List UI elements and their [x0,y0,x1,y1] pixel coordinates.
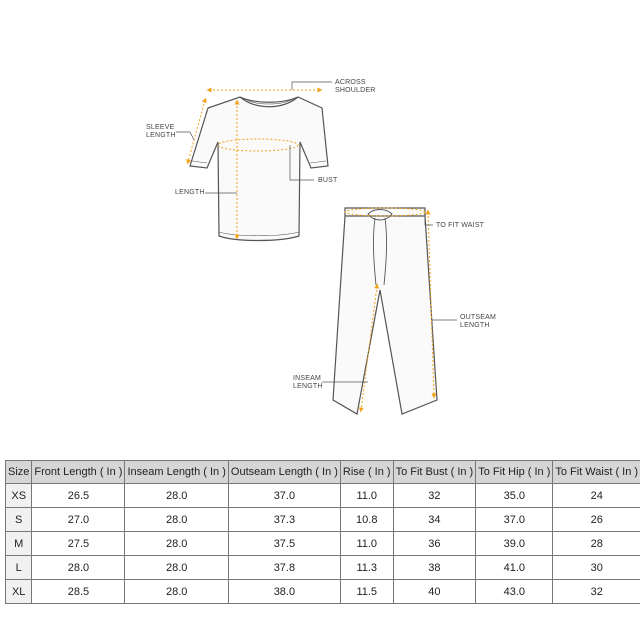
size-cell: XL [6,580,32,604]
table-cell: 27.5 [32,532,125,556]
table-cell: 28.0 [125,484,228,508]
table-cell: 37.0 [228,484,340,508]
table-cell: 35.0 [476,484,553,508]
table-cell: 37.0 [476,508,553,532]
table-cell: 32 [393,484,476,508]
table-cell: 11.0 [340,484,393,508]
across-shoulder-label: ACROSS SHOULDER [335,79,376,94]
table-cell: 28.0 [125,508,228,532]
table-row [6,580,640,604]
table-cell: 32 [553,580,640,604]
header-rise: Rise ( In ) [340,461,393,484]
header-size: Size [6,461,32,484]
outseam-length-label: OUTSEAM LENGTH [460,314,497,329]
header-to-fit-waist: To Fit Waist ( In ) [553,461,640,484]
header-to-fit-hip: To Fit Hip ( In ) [476,461,553,484]
tshirt-illustration [190,97,328,241]
pants-illustration [333,208,437,414]
table-cell: 11.0 [340,532,393,556]
length-label: LENGTH [175,189,205,196]
table-cell: 28.0 [125,556,228,580]
header-inseam-length: Inseam Length ( In ) [125,461,228,484]
table-row [6,484,640,508]
sleeve-length-label: SLEEVE LENGTH [146,124,176,139]
bust-label: BUST [318,177,338,184]
size-cell: M [6,532,32,556]
size-cell: XS [6,484,32,508]
size-cell: L [6,556,32,580]
table-cell: 37.5 [228,532,340,556]
inseam-length-label: INSEAM LENGTH [293,375,323,390]
table-cell: 39.0 [476,532,553,556]
table-cell: 37.8 [228,556,340,580]
table-cell: 28.0 [32,556,125,580]
table-cell: 10.8 [340,508,393,532]
size-chart-table [5,460,640,604]
table-cell: 28.5 [32,580,125,604]
table-cell: 27.0 [32,508,125,532]
size-cell: S [6,508,32,532]
table-cell: 38 [393,556,476,580]
table-row [6,556,640,580]
table-cell: 43.0 [476,580,553,604]
table-cell: 26.5 [32,484,125,508]
table-cell: 40 [393,580,476,604]
table-cell: 28.0 [125,580,228,604]
table-cell: 37.3 [228,508,340,532]
table-cell: 28 [553,532,640,556]
table-cell: 34 [393,508,476,532]
header-outseam-length: Outseam Length ( In ) [228,461,340,484]
table-cell: 24 [553,484,640,508]
table-cell: 41.0 [476,556,553,580]
table-cell: 38.0 [228,580,340,604]
table-cell: 28.0 [125,532,228,556]
table-row [6,532,640,556]
header-front-length: Front Length ( In ) [32,461,125,484]
header-to-fit-bust: To Fit Bust ( In ) [393,461,476,484]
table-cell: 30 [553,556,640,580]
table-cell: 36 [393,532,476,556]
table-header-row [6,461,640,484]
table-row [6,508,640,532]
table-cell: 11.5 [340,580,393,604]
to-fit-waist-label: TO FIT WAIST [436,222,485,229]
table-cell: 26 [553,508,640,532]
table-cell: 11.3 [340,556,393,580]
